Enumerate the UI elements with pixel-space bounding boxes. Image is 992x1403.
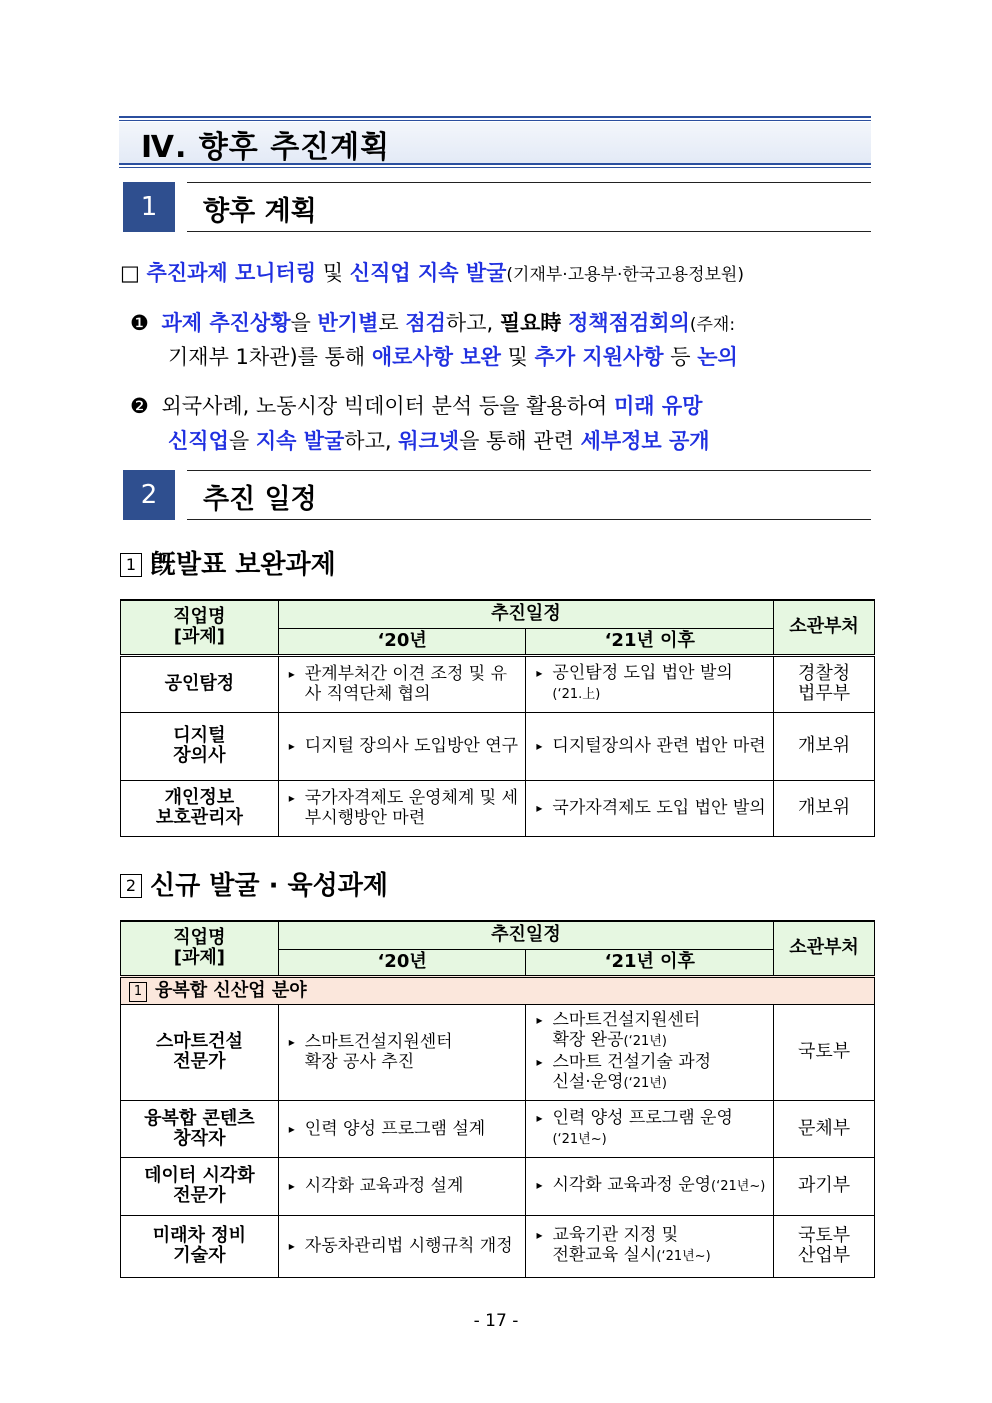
- table-row: 데이터 시각화 전문가 ▸ 시각화 교육과정 설계 ▸ 시각화 교육과정 운영(‘21년~) 과기부: [121, 1157, 875, 1215]
- category-row: 1 융복합 신산업 분야: [121, 976, 875, 1004]
- chapter-header: [119, 116, 871, 168]
- subsection-2-title: 2 신규 발굴 · 육성과제: [120, 865, 388, 902]
- table-row: 공인탐정 ▸ 관계부처간 이견 조정 및 유사 직역단체 협의 ▸ 공인탐정 도입 법안 발의 (‘21.上) 경찰청 법무부: [121, 655, 875, 712]
- header-job: 직업명 [과제]: [121, 921, 279, 976]
- plan-item-2-line-2: 신직업을 지속 발굴하고, 워크넷을 통해 관련 세부정보 공개: [168, 429, 710, 453]
- existing-tasks-table: [120, 599, 875, 837]
- header-job: 직업명 [과제]: [121, 600, 279, 655]
- header-y20: ‘20년: [278, 949, 526, 976]
- header-dept: 소관부처: [774, 600, 875, 655]
- subsection-1-title: 1 旣발표 보완과제: [120, 544, 336, 581]
- header-schedule: 추진일정: [278, 921, 773, 949]
- table-row: 미래차 정비 기술자 ▸ 자동차관리법 시행규칙 개정 ▸ 교육기관 지정 및 전환교육 실시(‘21년~) 국토부 산업부: [121, 1215, 875, 1277]
- section-number: 2: [123, 470, 175, 520]
- header-dept: 소관부처: [774, 921, 875, 976]
- section-header-2: [123, 470, 871, 520]
- plan-item-1-line-2: 기재부 1차관)를 통해 애로사항 보완 및 추가 지원사항 등 논의: [168, 345, 738, 369]
- section-title: 향후 계획: [203, 196, 317, 227]
- page-number: - 17 -: [473, 1311, 519, 1331]
- header-schedule: 추진일정: [278, 600, 773, 628]
- section-number: 1: [123, 182, 175, 232]
- plan-heading: □ 추진과제 모니터링 및 신직업 지속 발굴(기재부·고용부·한국고용정보원): [120, 261, 744, 285]
- header-y21: ‘21년 이후: [526, 628, 774, 655]
- table-row: 개인정보 보호관리자 ▸ 국가자격제도 운영체계 및 세부시행방안 마련 ▸ 국가자격제도 도입 법안 발의 개보위: [121, 780, 875, 836]
- table-row: 융복합 콘텐츠 창작자 ▸ 인력 양성 프로그램 설계 ▸ 인력 양성 프로그램 운영 (‘21년~) 문체부: [121, 1100, 875, 1157]
- section-title: 추진 일정: [203, 484, 317, 515]
- plan-item-1-line-1: ❶ 과제 추진상황을 반기별로 점검하고, 필요時 정책점검회의(주재:: [130, 311, 736, 335]
- table-row: 디지털 장의사 ▸ 디지털 장의사 도입방안 연구 ▸ 디지털장의사 관련 법안 마련 개보위: [121, 712, 875, 780]
- table-row: 스마트건설 전문가 ▸ 스마트건설지원센터 확장 공사 추진 ▸ 스마트건설지원센터 확장 완공(‘21년) ▸ 스마트 건설기술 과정 신설·운영(‘21년) 국토부: [121, 1004, 875, 1100]
- new-tasks-table: [120, 920, 875, 1278]
- plan-item-2-line-1: ❷ 외국사례, 노동시장 빅데이터 분석 등을 활용하여 미래 유망: [130, 394, 703, 418]
- header-y21: ‘21년 이후: [526, 949, 774, 976]
- section-header-1: [123, 182, 871, 232]
- header-y20: ‘20년: [278, 628, 526, 655]
- chapter-title: Ⅳ. 향후 추진계획: [141, 130, 391, 165]
